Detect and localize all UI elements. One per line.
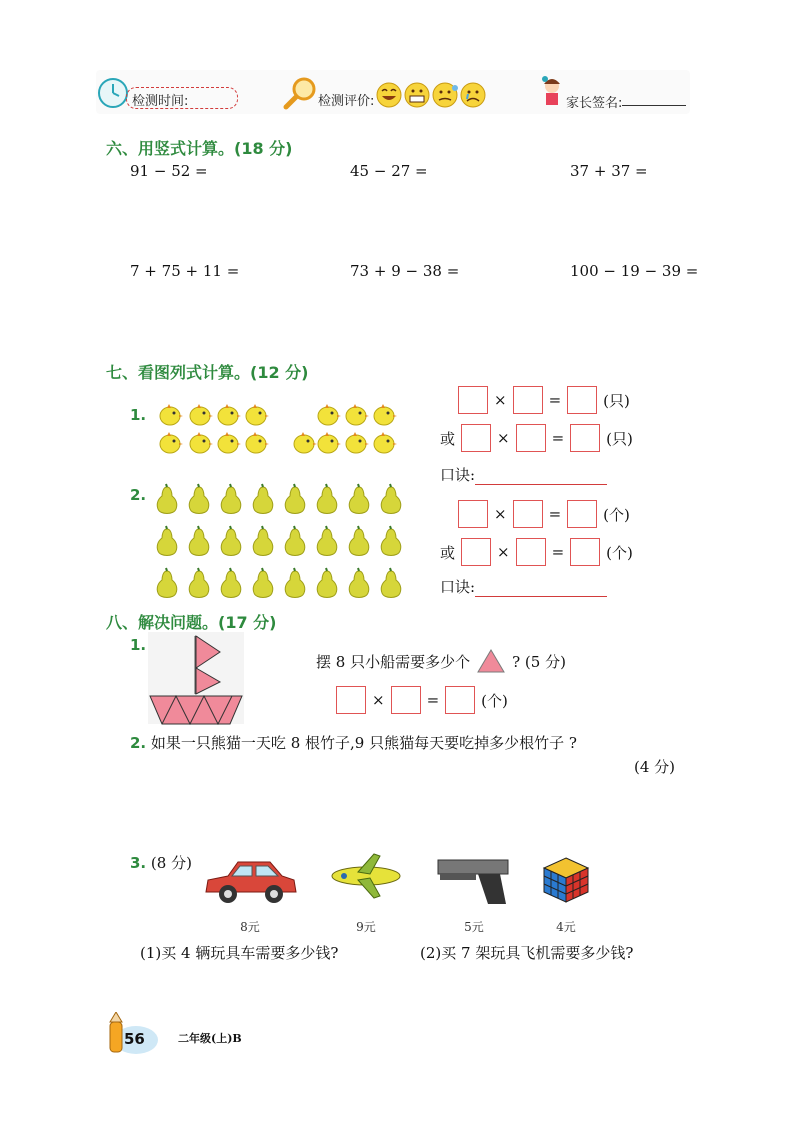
rubiks-cube-icon <box>542 856 590 904</box>
crying-face-icon[interactable] <box>461 83 485 107</box>
answer-box[interactable] <box>516 424 546 452</box>
magnifier-icon <box>282 76 318 110</box>
triangle-icon <box>476 648 506 674</box>
question-number: 1. <box>130 636 147 654</box>
toy-plane-icon <box>328 852 404 902</box>
answer-box[interactable] <box>567 386 597 414</box>
equals-sign: = <box>426 691 440 709</box>
chick-group <box>150 400 410 464</box>
question-text: 如果一只熊猫一天吃 8 根竹子,9 只熊猫每天要吃掉多少根竹子 ? <box>150 734 577 752</box>
emoji-faces <box>376 82 488 108</box>
section8-title: 八、解决问题。(17 分) <box>106 613 277 632</box>
answer-box[interactable] <box>567 500 597 528</box>
equals-sign: = <box>548 505 562 523</box>
answer-box[interactable] <box>570 424 600 452</box>
answer-box[interactable] <box>445 686 475 714</box>
equation: 7 + 75 + 11 = <box>130 262 240 280</box>
times-sign: × <box>497 543 510 561</box>
unit-label: (只) <box>606 429 633 448</box>
toy-car-icon <box>200 852 300 912</box>
time-label: 检测时间: <box>132 94 189 109</box>
question-number: 1. <box>130 406 147 424</box>
answer-box[interactable] <box>458 500 488 528</box>
sign-line[interactable] <box>622 105 686 106</box>
answer-box[interactable] <box>516 538 546 566</box>
times-sign: × <box>494 505 507 523</box>
question-number: 2. <box>130 486 147 504</box>
times-sign: × <box>494 391 507 409</box>
koujue-label: 口诀: <box>440 466 476 484</box>
equals-sign: = <box>551 429 565 447</box>
question-number: 2. <box>130 734 147 752</box>
sign-label: 家长签名: <box>566 96 623 111</box>
question-number: 3. <box>130 854 147 872</box>
sub-question: (2)买 7 架玩具飞机需要多少钱? <box>420 944 634 962</box>
equation: 45 − 27 = <box>350 162 428 180</box>
or-label: 或 <box>440 543 456 562</box>
chick-icon <box>160 404 269 453</box>
q2-row <box>130 732 577 753</box>
answer-box[interactable] <box>461 424 491 452</box>
answer-box[interactable] <box>458 386 488 414</box>
answer-row <box>458 386 630 414</box>
answer-box[interactable] <box>336 686 366 714</box>
koujue-line[interactable] <box>475 580 607 597</box>
answer-box[interactable] <box>513 386 543 414</box>
laughing-face-icon[interactable] <box>377 83 401 107</box>
answer-row <box>440 538 633 566</box>
section6-title: 六、用竖式计算。(18 分) <box>106 139 293 158</box>
q1-text-row <box>316 648 566 674</box>
sub-question: (1)买 4 辆玩具车需要多少钱? <box>140 944 339 962</box>
question-text: 摆 8 只小船需要多少个 <box>316 652 471 671</box>
question-score: (8 分) <box>150 854 192 872</box>
clock-icon <box>96 76 130 110</box>
koujue-row <box>440 576 607 597</box>
answer-box[interactable] <box>513 500 543 528</box>
unit-label: (个) <box>603 505 630 524</box>
chick-icon <box>294 404 397 453</box>
price-label: 8元 <box>240 920 260 934</box>
answer-box[interactable] <box>391 686 421 714</box>
equation: 37 + 37 = <box>570 162 648 180</box>
koujue-label: 口诀: <box>440 578 476 596</box>
unit-label: (个) <box>481 691 508 710</box>
equation: 91 − 52 = <box>130 162 208 180</box>
equals-sign: = <box>548 391 562 409</box>
price-label: 5元 <box>464 920 484 934</box>
page-number: 56 <box>124 1030 145 1048</box>
price-label: 4元 <box>556 920 576 934</box>
boat-figure <box>146 630 246 726</box>
section7-title: 七、看图列式计算。(12 分) <box>106 363 309 382</box>
koujue-row <box>440 464 607 485</box>
times-sign: × <box>372 691 385 709</box>
or-label: 或 <box>440 429 456 448</box>
answer-box[interactable] <box>570 538 600 566</box>
eval-label: 检测评价: <box>318 94 375 109</box>
answer-row <box>336 686 508 714</box>
question-score: (4 分) <box>634 758 676 776</box>
grinning-face-icon[interactable] <box>405 83 429 107</box>
unit-label: (只) <box>603 391 630 410</box>
price-label: 9元 <box>356 920 376 934</box>
equation: 100 − 19 − 39 = <box>570 262 699 280</box>
toy-gun-icon <box>434 852 514 908</box>
worried-face-icon[interactable] <box>433 83 458 107</box>
q3-header <box>130 852 192 873</box>
equals-sign: = <box>551 543 565 561</box>
answer-row <box>440 424 633 452</box>
unit-label: (个) <box>606 543 633 562</box>
pear-icon <box>157 484 401 598</box>
answer-row <box>458 500 630 528</box>
times-sign: × <box>497 429 510 447</box>
equation: 73 + 9 − 38 = <box>350 262 460 280</box>
grade-label: 二年级(上)B <box>178 1032 242 1045</box>
pear-group <box>150 482 410 608</box>
answer-box[interactable] <box>461 538 491 566</box>
question-score: ? (5 分) <box>512 652 566 671</box>
parent-girl-icon <box>538 74 566 110</box>
koujue-line[interactable] <box>475 468 607 485</box>
